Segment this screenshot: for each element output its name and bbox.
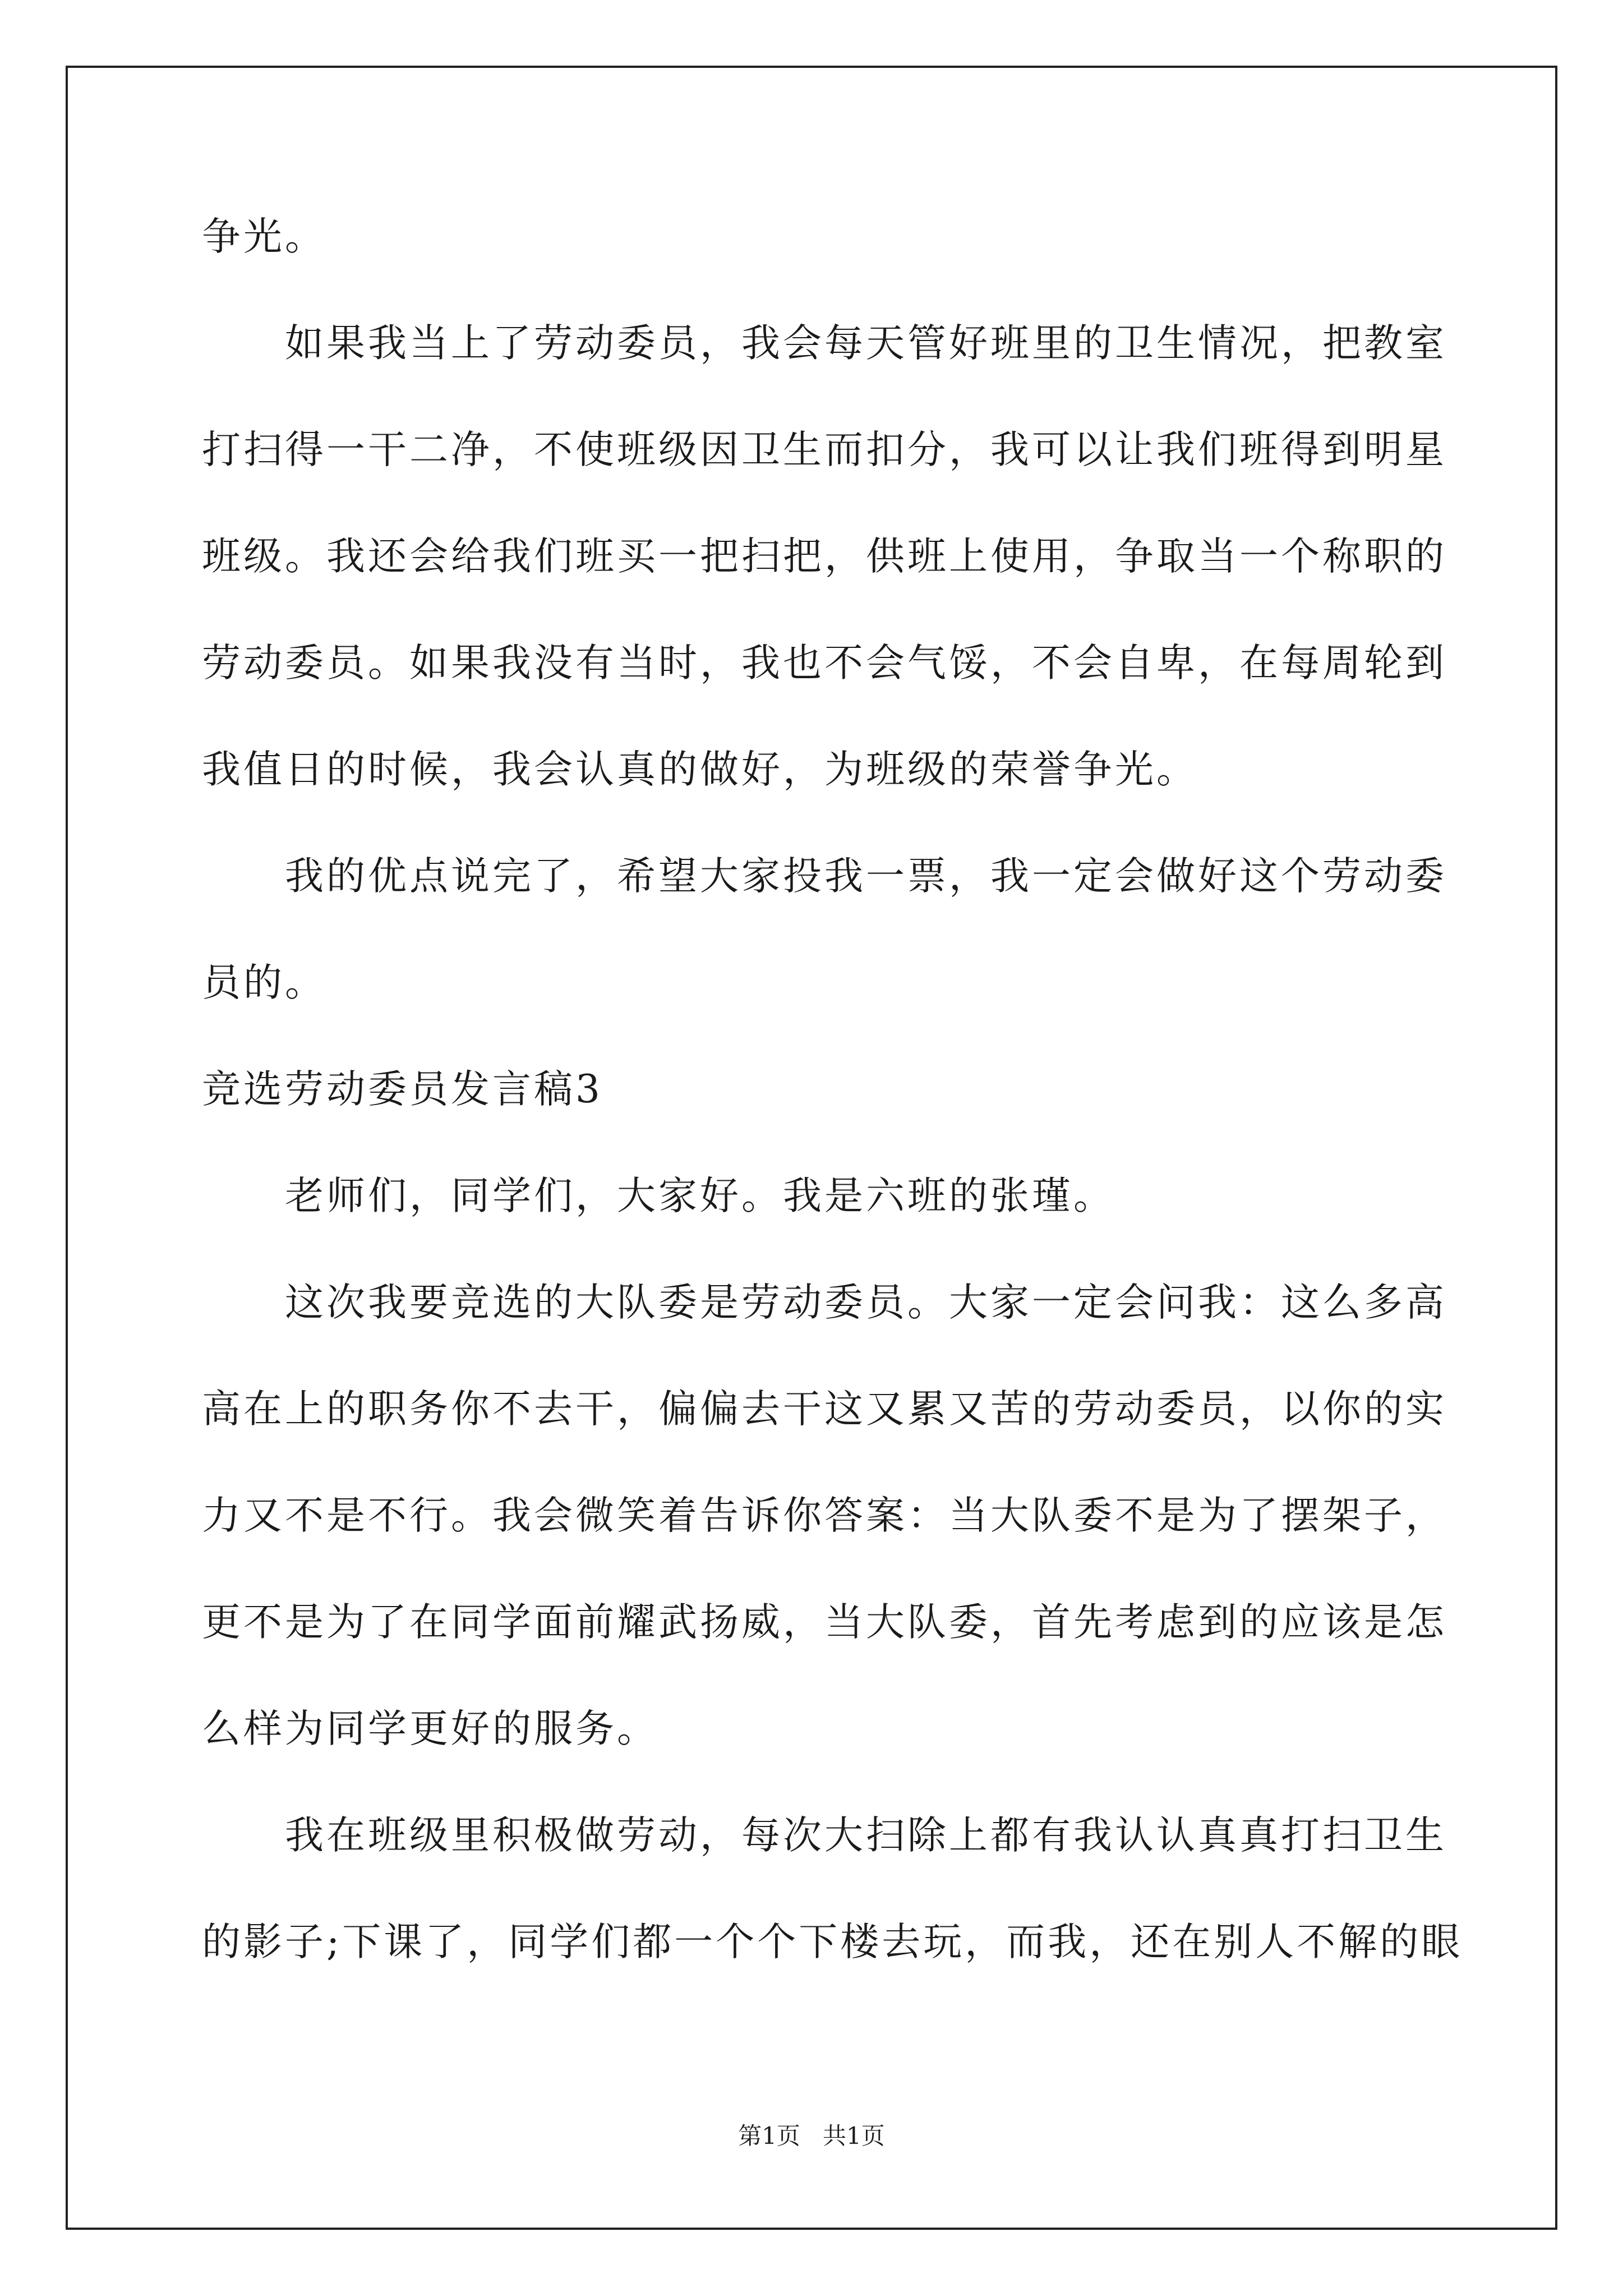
text-line: 老师们，同学们，大家好。我是六班的张瑾。 [285,1174,1115,1218]
text-line: 班级。我还会给我们班买一把扫把，供班上使用，争取当一个称职的 [202,534,1447,579]
text-line: 我在班级里积极做劳动，每次大扫除上都有我认认真真打扫卫生 [285,1813,1447,1858]
text-line: 的影子;下课了，同学们都一个个下楼去玩，而我，还在别人不解的眼 [202,1920,1463,1964]
text-line: 打扫得一干二净，不使班级因卫生而扣分，我可以让我们班得到明星 [202,427,1447,472]
text-line: 劳动委员。如果我没有当时，我也不会气馁，不会自卑，在每周轮到 [202,641,1447,685]
page-number-footer: 第1页 共1页 [738,2122,885,2150]
text-line: 我的优点说完了，希望大家投我一票，我一定会做好这个劳动委 [285,854,1447,899]
text-line: 更不是为了在同学面前耀武扬威，当大队委，首先考虑到的应该是怎 [202,1600,1447,1645]
text-line: 力又不是不行。我会微笑着告诉你答案：当大队委不是为了摆架子， [202,1493,1447,1538]
text-line: 我值日的时候，我会认真的做好，为班级的荣誉争光。 [202,747,1198,792]
text-line: 么样为同学更好的服务。 [202,1706,658,1751]
text-line: 员的。 [202,960,326,1005]
text-line: 争光。 [202,214,326,259]
text-line: 这次我要竞选的大队委是劳动委员。大家一定会问我：这么多高 [285,1280,1447,1325]
page-border [66,66,1557,2230]
text-line: 如果我当上了劳动委员，我会每天管好班里的卫生情况，把教室 [285,321,1447,366]
text-line: 高在上的职务你不去干，偏偏去干这又累又苦的劳动委员，以你的实 [202,1387,1447,1432]
section-heading: 竞选劳动委员发言稿3 [202,1067,603,1112]
